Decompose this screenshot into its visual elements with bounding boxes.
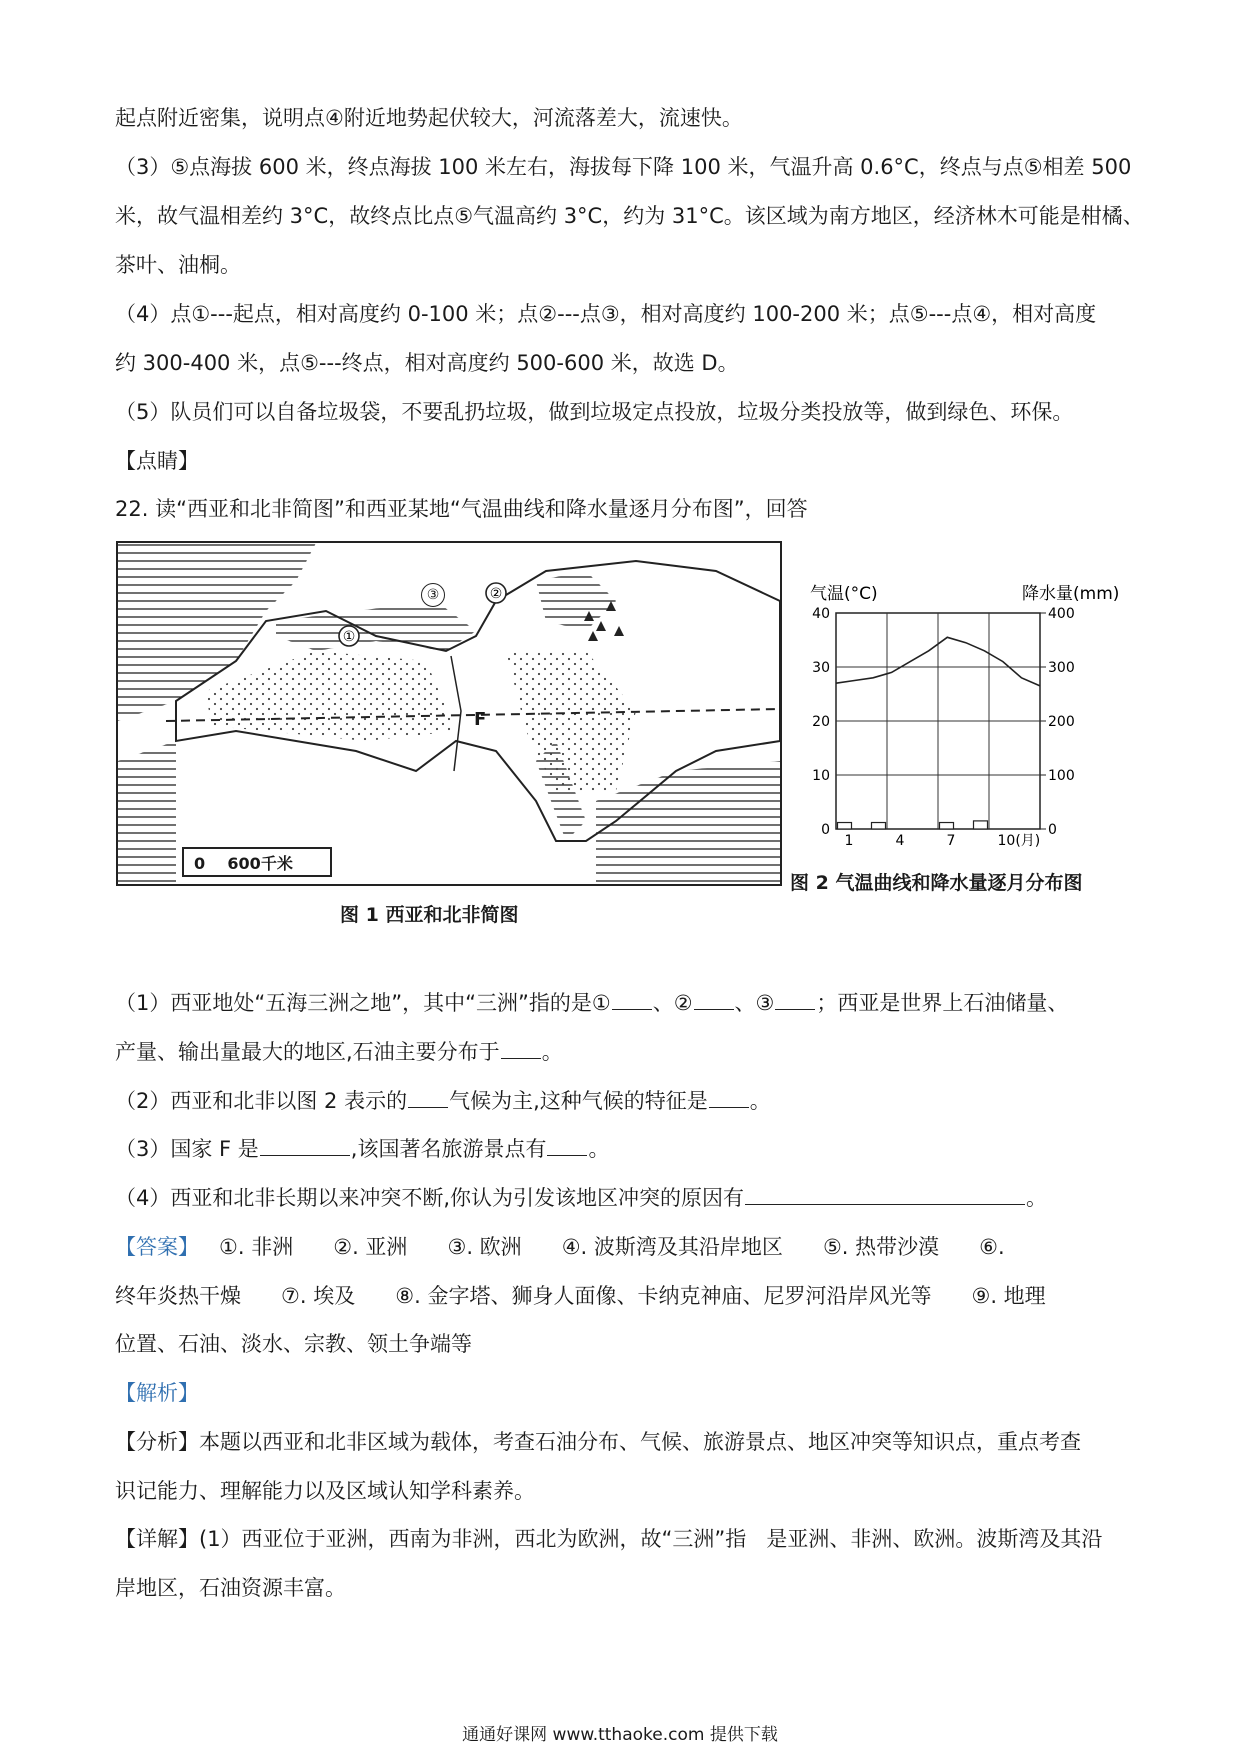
question-1 bbox=[115, 988, 1135, 1018]
right-tick-label: 0 bbox=[1048, 822, 1057, 838]
question-4 bbox=[115, 1183, 1135, 1213]
q2-text: 气候为主,这种气候的特征是 bbox=[449, 1089, 708, 1113]
analysis-line: 【详解】(1）西亚位于亚洲，西南为非洲，西北为欧洲，故“三洲”指 是亚洲、非洲、欧洲。波斯湾及其沿 bbox=[115, 1527, 1103, 1551]
blank bbox=[501, 1038, 541, 1059]
left-tick-label: 10 bbox=[812, 768, 830, 784]
blank bbox=[260, 1135, 350, 1156]
blank bbox=[408, 1087, 448, 1108]
precip-bar bbox=[974, 821, 988, 829]
question-stem: 22. 读“西亚和北非简图”和西亚某地“气温曲线和降水量逐月分布图”，回答 bbox=[115, 497, 808, 521]
answer-line-1 bbox=[115, 1232, 1135, 1262]
right-axis-title: 降水量(mm) bbox=[1022, 584, 1120, 604]
q4-text: 。 bbox=[1026, 1186, 1048, 1210]
question-1-cont bbox=[115, 1037, 1135, 1067]
climate-chart bbox=[790, 571, 1120, 871]
figure2-caption: 图 2 气温曲线和降水量逐月分布图 bbox=[790, 872, 1083, 894]
left-tick-label: 0 bbox=[821, 822, 830, 838]
text-line: （4）点①---起点，相对高度约 0-100 米；点②---点③，相对高度约 100-200 米；点⑤---点④，相对高度 bbox=[115, 302, 1097, 326]
answer-text: ①. 非洲 ②. 亚洲 ③. 欧洲 ④. 波斯湾及其沿岸地区 ⑤. 热带沙漠 ⑥. bbox=[219, 1235, 1005, 1259]
q3-text: ,该国著名旅游景点有 bbox=[350, 1137, 547, 1161]
left-tick-label: 20 bbox=[812, 714, 830, 730]
scale-bar: 0 600千米 bbox=[182, 847, 332, 877]
blank bbox=[745, 1184, 1025, 1205]
x-tick-label: 10(月) bbox=[997, 833, 1041, 849]
figure1-caption: 图 1 西亚和北非简图 bbox=[340, 904, 519, 926]
text-line: 茶叶、油桐。 bbox=[115, 253, 241, 277]
q1-text: ；西亚是世界上石油储量、 bbox=[816, 991, 1069, 1015]
text-line: 起点附近密集，说明点④附近地势起伏较大，河流落差大，流速快。 bbox=[115, 106, 743, 130]
analysis-line: 识记能力、理解能力以及区域认知学科素养。 bbox=[115, 1479, 535, 1503]
map-overlay bbox=[116, 541, 782, 886]
q2-text: （2）西亚和北非以图 2 表示的 bbox=[115, 1089, 408, 1113]
answer-line-2: 终年炎热干燥 ⑦. 埃及 ⑧. 金字塔、狮身人面像、卡纳克神庙、尼罗河沿岸风光等 ⑨. 地理 bbox=[115, 1284, 1046, 1308]
question-2 bbox=[115, 1086, 1135, 1116]
right-tick-label: 400 bbox=[1048, 606, 1075, 622]
analysis-label: 【解析】 bbox=[115, 1381, 199, 1405]
answer-label: 【答案】 bbox=[115, 1235, 199, 1259]
label-country-f: F bbox=[474, 709, 487, 730]
analysis-line: 岸地区，石油资源丰富。 bbox=[115, 1576, 346, 1600]
q1-text: 、② bbox=[652, 991, 693, 1015]
text-line: 米，故气温相差约 3°C，故终点比点⑤气温高约 3°C，约为 31°C。该区域为南方地区，经济林木可能是柑橘、 bbox=[115, 204, 1144, 228]
blank bbox=[612, 989, 652, 1010]
q1-text: 。 bbox=[541, 1040, 563, 1064]
analysis-line: 【分析】本题以西亚和北非区域为载体，考查石油分布、气候、旅游景点、地区冲突等知识点，重点考查 bbox=[115, 1430, 1081, 1454]
q3-text: （3）国家 F 是 bbox=[115, 1137, 259, 1161]
text-line: 约 300-400 米，点⑤---终点，相对高度约 500-600 米，故选 D。 bbox=[115, 351, 739, 375]
label-point-1: ① bbox=[342, 629, 356, 645]
blank bbox=[709, 1087, 749, 1108]
right-tick-label: 100 bbox=[1048, 768, 1075, 784]
label-point-2: ② bbox=[489, 586, 503, 602]
blank bbox=[775, 989, 815, 1010]
q2-text: 。 bbox=[749, 1089, 771, 1113]
text-line: （3）⑤点海拔 600 米，终点海拔 100 米左右，海拔每下降 100 米，气温升高 0.6°C，终点与点⑤相差 500 bbox=[115, 155, 1132, 179]
precip-bar bbox=[838, 823, 852, 829]
footer: 通通好课网 www.tthaoke.com 提供下载 bbox=[462, 1725, 778, 1745]
precip-bar bbox=[940, 823, 954, 829]
right-tick-label: 200 bbox=[1048, 714, 1075, 730]
text-line: （5）队员们可以自备垃圾袋，不要乱扔垃圾，做到垃圾定点投放，垃圾分类投放等，做到绿色、环保。 bbox=[115, 400, 1074, 424]
right-tick-label: 300 bbox=[1048, 660, 1075, 676]
x-tick-label: 4 bbox=[895, 833, 905, 849]
x-tick-label: 7 bbox=[946, 833, 956, 849]
blank bbox=[547, 1135, 587, 1156]
section-heading: 【点睛】 bbox=[115, 449, 199, 473]
left-tick-label: 40 bbox=[812, 606, 830, 622]
label-point-3: ③ bbox=[421, 583, 445, 607]
q1-text: 产量、输出量最大的地区,石油主要分布于 bbox=[115, 1040, 500, 1064]
q1-text: 、③ bbox=[734, 991, 775, 1015]
q3-text: 。 bbox=[588, 1137, 610, 1161]
question-3 bbox=[115, 1134, 1135, 1164]
q4-text: （4）西亚和北非长期以来冲突不断,你认为引发该地区冲突的原因有 bbox=[115, 1186, 745, 1210]
answer-line-3: 位置、石油、淡水、宗教、领土争端等 bbox=[115, 1332, 472, 1356]
blank bbox=[694, 989, 734, 1010]
x-tick-label: 1 bbox=[844, 833, 854, 849]
left-tick-label: 30 bbox=[812, 660, 830, 676]
q1-text: （1）西亚地处“五海三洲之地”，其中“三洲”指的是① bbox=[115, 991, 611, 1015]
precip-bar bbox=[872, 823, 886, 829]
left-axis-title: 气温(°C) bbox=[810, 584, 878, 604]
